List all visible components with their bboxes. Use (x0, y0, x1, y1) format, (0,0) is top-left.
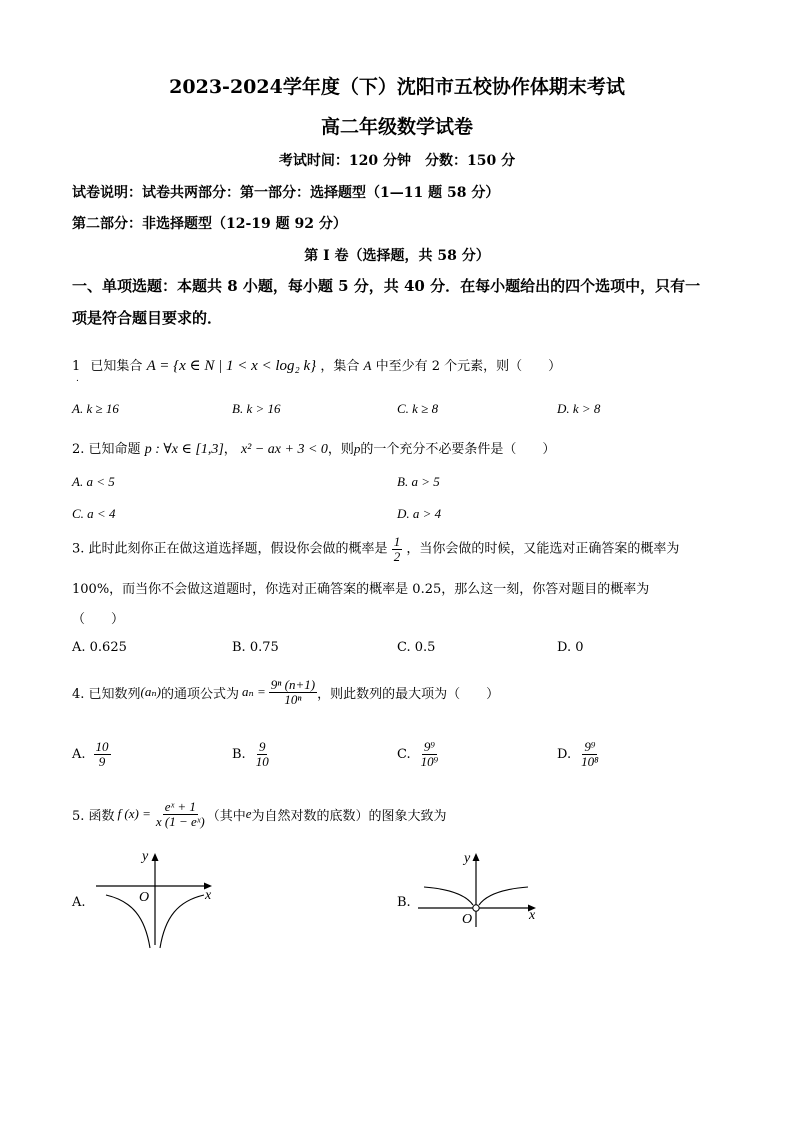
curve-left (424, 887, 473, 905)
exam-time-score: 考试时间：120 分钟 分数：150 分 (278, 153, 516, 169)
section1-line1: 一、单项选题：本题共 8 小题，每小题 5 分，共 40 分．在每小题给出的四个选项中，只有一 (72, 277, 701, 295)
open-point (473, 905, 479, 911)
q4-option-a-label: A. (72, 746, 86, 762)
q4-option-a-num: 10 (95, 739, 109, 754)
q1-option-a[interactable]: A. k ≥ 16 (72, 401, 119, 416)
q3-frac-num: 1 (393, 534, 401, 549)
q2-post2: 的一个充分不必要条件是（ ） (360, 442, 556, 457)
q4-option-b-frac (254, 740, 271, 768)
q1-option-c[interactable]: C. k ≥ 8 (397, 401, 439, 416)
q2-post: ，则 (327, 442, 354, 457)
q1-number: 1 (72, 359, 81, 374)
q3-line1 (72, 535, 679, 563)
q5-frac-num: eˣ + 1 (164, 799, 196, 814)
q4-option-b-label: B. (232, 746, 246, 762)
q4-option-a-frac (94, 740, 111, 768)
exam-desc-line1: 试卷说明：试卷共两部分：第一部分：选择题型（1—11 题 58 分） (72, 185, 500, 201)
q2-formula1: p : ∀x ∈ [1,3] (144, 442, 224, 457)
y-axis-label: y (142, 849, 149, 864)
q4-stem (72, 678, 499, 706)
curve-right (160, 895, 204, 948)
q3-frac-den: 2 (393, 548, 401, 564)
q1-post2: 中至少有 2 个元素，则（ ） (375, 359, 562, 374)
q2-p: p (353, 441, 361, 456)
q4-option-a-den: 9 (98, 753, 106, 769)
q4-option-c-den: 10⁹ (420, 753, 439, 769)
q2-option-c[interactable]: C. a < 4 (72, 506, 116, 521)
q2-option-a[interactable]: A. a < 5 (72, 474, 115, 489)
q4-lhs: aₙ = (242, 684, 266, 700)
q5-post-a: （其中 (206, 808, 246, 824)
q5-option-a-graph[interactable] (88, 845, 228, 955)
q3-option-d[interactable]: D. 0 (557, 640, 584, 655)
origin-label: O (462, 912, 473, 927)
curve-right (479, 887, 528, 905)
q4-option-c-num: 9⁹ (423, 739, 435, 754)
q2-formula2: x² − ax + 3 < 0 (240, 442, 328, 457)
q4-pre: 4. 已知数列 (72, 686, 141, 702)
q3-option-b[interactable]: B. 0.75 (232, 640, 279, 655)
q1-stem (72, 355, 561, 375)
q4-option-d-num: 9⁹ (584, 739, 596, 754)
q4-option-d-frac (579, 740, 601, 768)
q4-option-d[interactable] (557, 740, 601, 768)
q4-option-b[interactable] (232, 740, 271, 768)
q4-frac-num: 9ⁿ (n+1) (270, 677, 316, 692)
y-axis-arrow (473, 853, 480, 861)
y-axis-arrow (152, 853, 159, 861)
q1-option-d[interactable]: D. k > 8 (557, 401, 601, 416)
q1-dot: . (76, 374, 79, 384)
q4-option-a[interactable] (72, 740, 111, 768)
q5-e: e (245, 806, 252, 822)
q4-option-c-label: C. (397, 746, 411, 762)
q3-option-c[interactable]: C. 0.5 (397, 640, 436, 655)
x-axis-label: x (205, 888, 212, 903)
q4-option-c[interactable] (397, 740, 440, 768)
q2-option-d[interactable]: D. a > 4 (397, 506, 442, 521)
origin-label: O (139, 890, 150, 905)
q4-option-d-den: 10⁸ (581, 753, 599, 769)
q1-formula: A = {x ∈ N | 1 < x < log₂ k} (146, 358, 317, 374)
exam-subtitle: 高二年级数学试卷 (320, 116, 473, 138)
q3-line1-post: ，当你会做的时候，又能选对正确答案的概率为 (406, 541, 680, 557)
q3-fraction (392, 535, 403, 563)
q1-option-b[interactable]: B. k > 16 (232, 401, 281, 416)
y-axis-label: y (464, 851, 471, 866)
q4-option-b-den: 10 (255, 753, 269, 769)
q5-frac-den: x (1 − eˣ) (155, 813, 205, 829)
q4-frac-den: 10ⁿ (284, 691, 302, 707)
part-title: 第 I 卷（选择题，共 58 分） (304, 248, 490, 264)
q4-seq: (aₙ) (140, 684, 161, 700)
q5-stem (72, 800, 447, 828)
section1-line2: 项是符合题目要求的． (72, 309, 223, 327)
q3-line3: （ ） (72, 612, 125, 627)
q1-setname: A (363, 358, 372, 373)
x-axis-label: x (529, 908, 536, 923)
q3-line1-pre: 3. 此时此刻你正在做这道选择题，假设你会做的概率是 (72, 541, 388, 557)
q5-fraction (154, 800, 207, 828)
q4-option-c-frac (419, 740, 441, 768)
q2-stem (72, 438, 555, 458)
q1-pre: 已知集合 (90, 359, 143, 374)
q5-option-b-label[interactable]: B. (397, 895, 411, 910)
exam-desc-line2: 第二部分：非选择题型（12-19 题 92 分） (72, 216, 347, 232)
q4-mid: 的通项公式为 (160, 686, 239, 702)
q5-post-b: 为自然对数的底数）的图象大致为 (251, 808, 447, 824)
q4-option-d-label: D. (557, 746, 572, 762)
q4-post: ，则此数列的最大项为（ ） (317, 686, 500, 702)
q3-option-a[interactable]: A. 0.625 (72, 640, 127, 655)
q1-post: ，集合 (320, 359, 360, 374)
q3-line2: 100%，而当你不会做这道题时，你选对正确答案的概率是 0.25，那么这一刻，你答对题目的概率为 (72, 582, 650, 597)
q5-option-b-graph[interactable] (412, 845, 547, 930)
q2-pre: 2. 已知命题 (72, 442, 141, 457)
q4-option-b-num: 9 (258, 739, 266, 754)
exam-title: 2023-2024学年度（下）沈阳市五校协作体期末考试 (169, 76, 625, 98)
q5-option-a-label[interactable]: A. (72, 895, 86, 910)
q2-option-b[interactable]: B. a > 5 (397, 474, 440, 489)
q2-sep: ， (223, 442, 237, 457)
q5-lhs: f (x) = (117, 806, 151, 822)
q4-fraction (269, 678, 317, 706)
q5-pre: 5. 函数 (72, 808, 115, 824)
